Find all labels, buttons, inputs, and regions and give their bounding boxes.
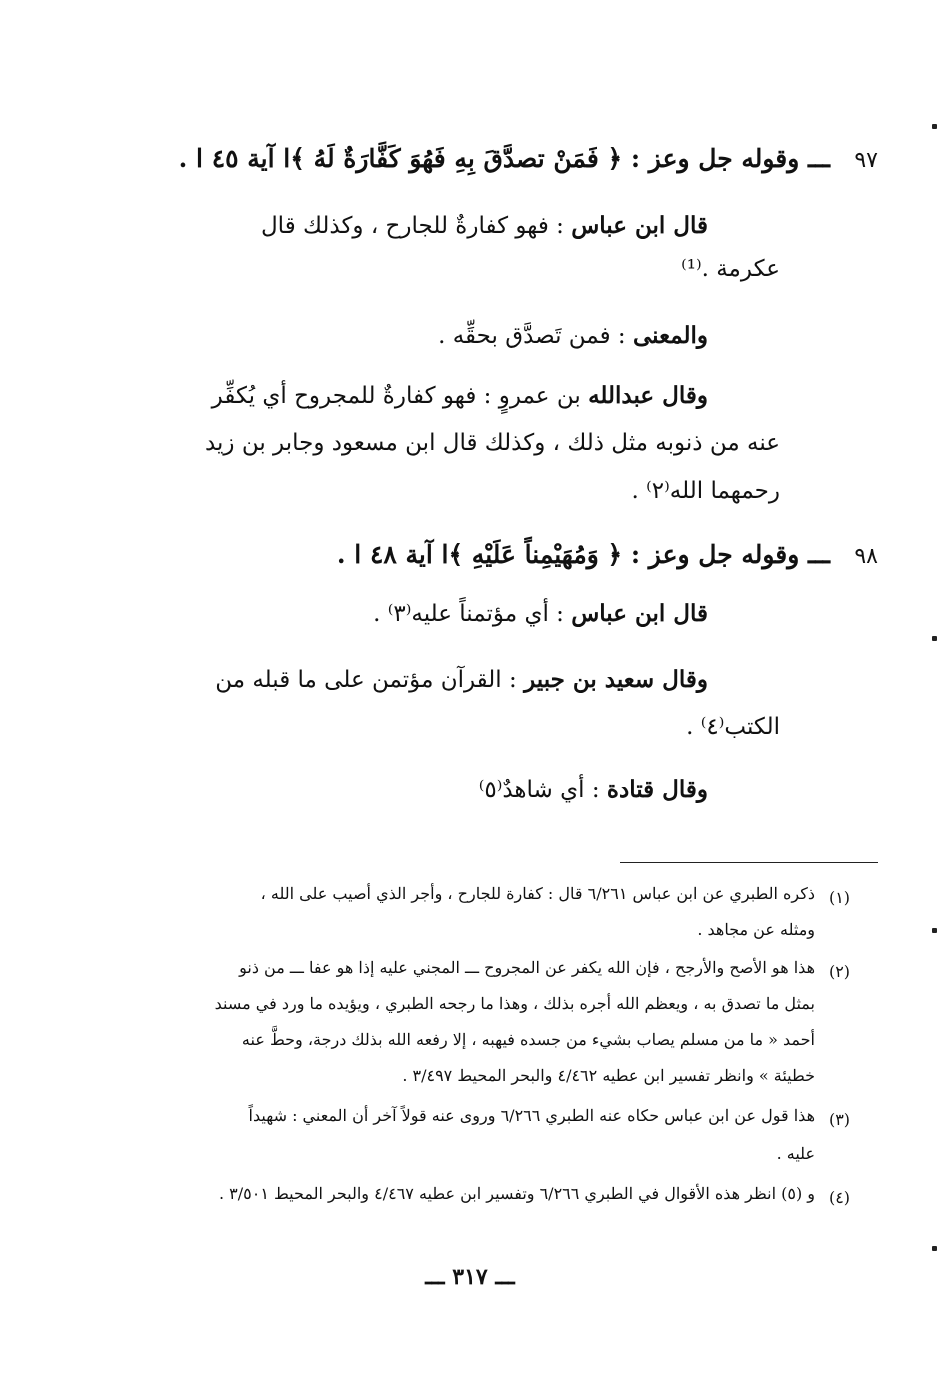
- footnote-1-line-1: ذكره الطبري عن ابن عباس ٦/٢٦١ قال : كفارة للجارح ، وأجر الذي أصيب على الله ،: [260, 884, 815, 903]
- entry-97-para-1: [261, 212, 708, 239]
- para-text: بن عمروٍ : فهو كفارةٌ للمجروح أي يُكفِّر: [211, 383, 589, 409]
- footnote-2-line-3: أحمد « ما من مسلم يصاب بشيء من جسده فيهبه ، إلا رفعه الله بذلك درجة، وحطَّ عنه: [241, 1030, 815, 1049]
- footnote-1-line-2: ومثله عن مجاهد .: [697, 920, 815, 939]
- footnote-2-line-1: هذا هو الأصح والأرجح ، فإن الله يكفر عن المجروح ـــ المجني عليه إذا هو عفا ـــ من ذنو: [239, 958, 815, 977]
- footnote-2-line-4: خطيئة » وانظر تفسير ابن عطيه ٤/٤٦٢ والبحر المحيط ٣/٤٩٧ .: [402, 1066, 815, 1085]
- speaker-name: والمعنى: [632, 322, 708, 349]
- entry-98-heading: ـــ وقوله جل وعز : ﴿ وَمُهَيْمِناً عَلَيْهِ ﴾ا آية ٤٨ ا .: [336, 540, 830, 569]
- speaker-name: قال ابن عباس: [571, 212, 708, 239]
- scan-mark: [932, 636, 937, 641]
- page-number: ـــ ٣١٧ ـــ: [425, 1264, 515, 1290]
- footnote-3-line-1: هذا قول عن ابن عباس حكاه عنه الطبري ٦/٢٦٦ وروى عنه قولاً آخر أن المعني : شهيداً: [248, 1106, 815, 1125]
- entry-97-para-3-line-3: رحمهما الله⁽٢⁾ .: [631, 478, 780, 504]
- para-text: : أي شاهدٌ⁽٥⁾: [478, 777, 607, 803]
- entry-97-para-3-line-2: عنه من ذنوبه مثل ذلك ، وكذلك قال ابن مسعود وجابر بن زيد: [204, 430, 780, 456]
- entry-98-number: ٩٨: [854, 544, 878, 569]
- para-text: : القرآن مؤتمن على ما قبله من: [215, 667, 525, 693]
- footnote-2-line-2: بمثل ما تصدق به ، ويعظم الله أجره بذلك ، وهذا ما رجحه الطبري ، ويؤيده ما ورد في مسند: [214, 994, 815, 1013]
- speaker-name: وقال عبدالله: [588, 382, 708, 409]
- para-text: : فهو كفارةٌ للجارح ، وكذلك قال: [260, 213, 572, 239]
- footnote-3-number: (٣): [828, 1110, 851, 1129]
- entry-97-number: ٩٧: [854, 148, 878, 173]
- footnote-2-number: (٢): [828, 962, 851, 981]
- entry-97-para-3: [212, 382, 708, 409]
- scan-mark: [932, 124, 937, 129]
- entry-98-para-3: [479, 776, 708, 803]
- entry-98-para-2: [215, 666, 708, 693]
- footnote-3-line-2: عليه .: [776, 1144, 815, 1163]
- speaker-name: قال ابن عباس: [571, 600, 708, 627]
- entry-97-heading: ـــ وقوله جل وعز : ﴿ فَمَنْ تصدَّقَ بِهِ فَهُوَ كَفَّارَةٌ لَهُ ﴾ا آية ٤٥ ا .: [178, 144, 830, 173]
- entry-97-para-2: [438, 322, 708, 349]
- footnote-separator: [620, 862, 878, 863]
- footnote-4-number: (٤): [828, 1188, 851, 1207]
- entry-97-para-1-line-2: عكرمة .⁽¹⁾: [681, 256, 780, 282]
- entry-98-para-2-line-2: الكتب⁽٤⁾ .: [686, 714, 780, 740]
- footnote-1-number: (١): [828, 888, 851, 907]
- speaker-name: وقال سعيد بن جبير: [524, 666, 708, 693]
- entry-98-para-1: [373, 600, 708, 627]
- para-text: : أي مؤتمناً عليه⁽٣⁾ .: [373, 601, 572, 627]
- speaker-name: وقال قتادة: [606, 776, 708, 803]
- scan-mark: [932, 928, 937, 933]
- footnote-4-line-1: و (٥) انظر هذه الأقوال في الطبري ٦/٢٦٦ وتفسير ابن عطيه ٤/٤٦٧ والبحر المحيط ٣/٥٠١ .: [218, 1184, 815, 1203]
- para-text: : فمن تَصدَّق بحقِّه .: [438, 323, 633, 349]
- scan-mark: [932, 1246, 937, 1251]
